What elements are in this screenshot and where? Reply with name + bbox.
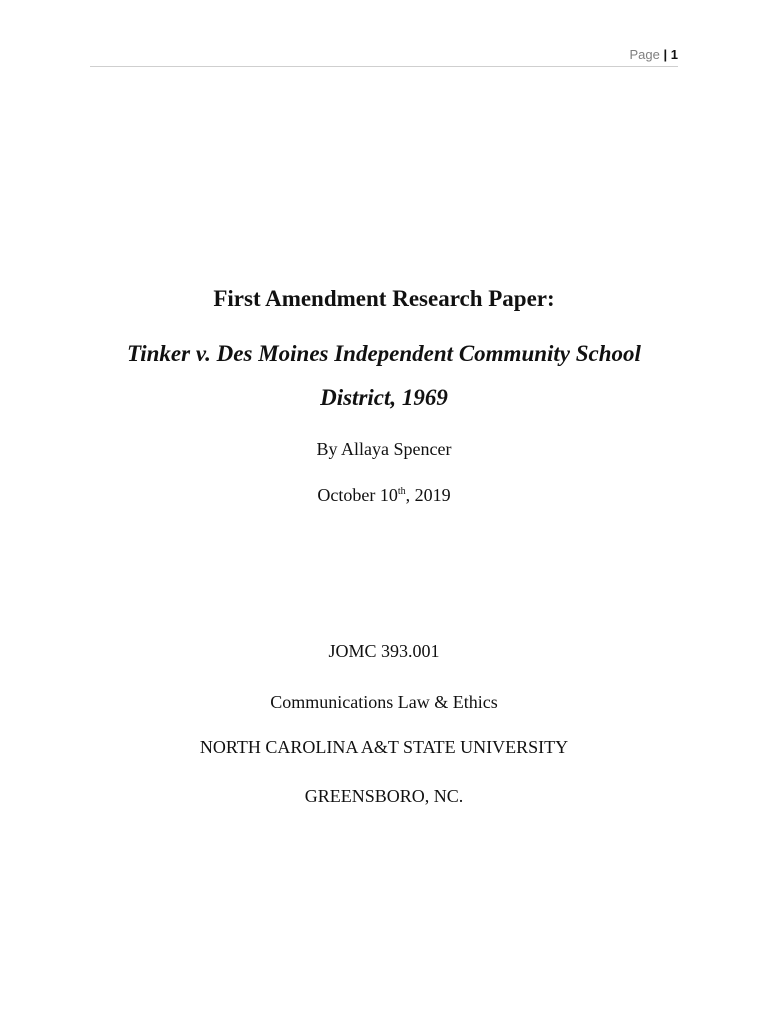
document-title: First Amendment Research Paper:: [213, 286, 555, 311]
document-subtitle-line-2: District, 1969: [320, 385, 448, 410]
author-line: By Allaya Spencer: [316, 439, 452, 459]
page-separator: |: [663, 47, 668, 62]
date-prefix: October 10: [317, 485, 398, 505]
date-suffix: , 2019: [405, 485, 451, 505]
page-label: Page: [629, 47, 660, 62]
location: GREENSBORO, NC.: [304, 786, 464, 806]
university-name: NORTH CAROLINA A&T STATE UNIVERSITY: [199, 737, 569, 757]
course-name: Communications Law & Ethics: [270, 692, 498, 712]
page-header: [90, 44, 678, 67]
course-code: JOMC 393.001: [328, 641, 440, 661]
document-subtitle-line-1: Tinker v. Des Moines Independent Community School: [127, 341, 641, 366]
date-ordinal: th: [397, 486, 406, 497]
page-number-label: [630, 47, 679, 62]
page-number: 1: [670, 47, 678, 62]
date-line: [0, 485, 768, 506]
